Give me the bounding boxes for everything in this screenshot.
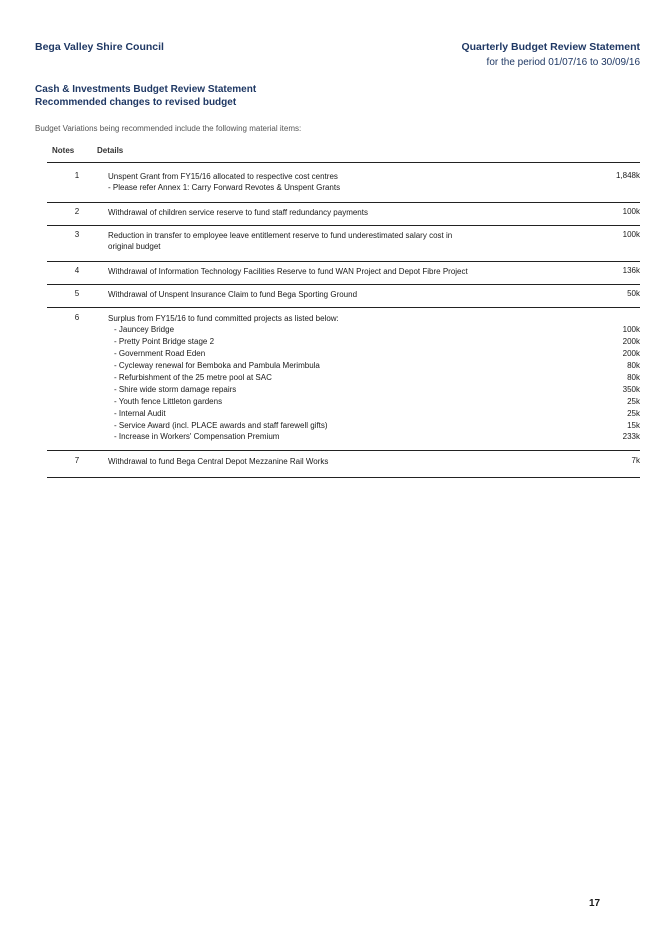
project-item-label: - Refurbishment of the 25 metre pool at SAC — [114, 373, 272, 382]
row-amount: 7k — [631, 456, 640, 465]
project-item-amount: 350k — [622, 385, 640, 394]
project-item-amount: 15k — [627, 421, 640, 430]
row-detail-continuation: original budget — [108, 242, 161, 251]
project-item-amount: 200k — [622, 337, 640, 346]
project-item-label: - Service Award (incl. PLACE awards and staff farewell gifts) — [114, 421, 328, 430]
council-name: Bega Valley Shire Council — [35, 41, 164, 53]
project-item-label: - Shire wide storm damage repairs — [114, 385, 237, 394]
row-divider — [47, 284, 640, 285]
row-note: 4 — [74, 266, 80, 275]
project-item-amount: 233k — [622, 432, 640, 441]
row-detail: Withdrawal of Unspent Insurance Claim to fund Bega Sporting Ground — [108, 290, 358, 299]
row-detail: Withdrawal of Information Technology Facilities Reserve to fund WAN Project and Depot Fibre Project — [108, 267, 468, 276]
document-title: Quarterly Budget Review Statement — [461, 41, 640, 53]
column-header-details: Details — [97, 146, 124, 155]
row-amount: 1,848k — [615, 171, 640, 180]
section-subtitle: Recommended changes to revised budget — [35, 97, 237, 108]
column-header-notes: Notes — [52, 146, 75, 155]
row-note: 6 — [74, 313, 80, 322]
project-item-label: - Youth fence Littleton gardens — [114, 397, 223, 406]
row-divider — [47, 261, 640, 262]
row-detail: Reduction in transfer to employee leave entitlement reserve to fund underestimated salary cost in — [108, 231, 453, 240]
row-divider — [47, 225, 640, 226]
row-divider — [47, 307, 640, 308]
project-item-amount: 80k — [627, 361, 640, 370]
row-note: 5 — [74, 289, 80, 298]
project-item-amount: 25k — [627, 397, 640, 406]
row-detail: Withdrawal of children service reserve to fund staff redundancy payments — [108, 208, 368, 217]
row-detail: Surplus from FY15/16 to fund committed projects as listed below: — [108, 314, 339, 323]
row-amount: 100k — [622, 230, 640, 239]
row-amount: 50k — [627, 289, 640, 298]
row-amount: 136k — [622, 266, 640, 275]
row-divider — [47, 202, 640, 203]
period-label: for the period 01/07/16 to 30/09/16 — [486, 57, 640, 68]
row-note: 2 — [74, 207, 80, 216]
page-number: 17 — [589, 898, 601, 909]
project-item-amount: 200k — [622, 349, 640, 358]
table-bottom-rule — [47, 477, 640, 478]
row-amount: 100k — [622, 207, 640, 216]
row-note: 3 — [74, 230, 80, 239]
project-item-label: - Jauncey Bridge — [114, 325, 175, 334]
intro-text: Budget Variations being recommended include the following material items: — [35, 124, 302, 133]
project-item-label: - Cycleway renewal for Bemboka and Pambula Merimbula — [114, 361, 320, 370]
row-divider — [47, 450, 640, 451]
project-item-label: - Pretty Point Bridge stage 2 — [114, 337, 215, 346]
section-title: Cash & Investments Budget Review Statement — [35, 84, 257, 95]
project-item-label: - Government Road Eden — [114, 349, 206, 358]
row-detail: Withdrawal to fund Bega Central Depot Mezzanine Rail Works — [108, 457, 329, 466]
project-item-label: - Internal Audit — [114, 409, 166, 418]
header-rule — [47, 162, 640, 163]
row-detail-continuation: - Please refer Annex 1: Carry Forward Revotes & Unspent Grants — [108, 183, 341, 192]
project-item-amount: 25k — [627, 409, 640, 418]
project-item-amount: 80k — [627, 373, 640, 382]
row-note: 1 — [74, 171, 80, 180]
row-detail: Unspent Grant from FY15/16 allocated to respective cost centres — [108, 172, 338, 181]
project-item-label: - Increase in Workers' Compensation Premium — [114, 432, 280, 441]
row-note: 7 — [74, 456, 80, 465]
project-item-amount: 100k — [622, 325, 640, 334]
